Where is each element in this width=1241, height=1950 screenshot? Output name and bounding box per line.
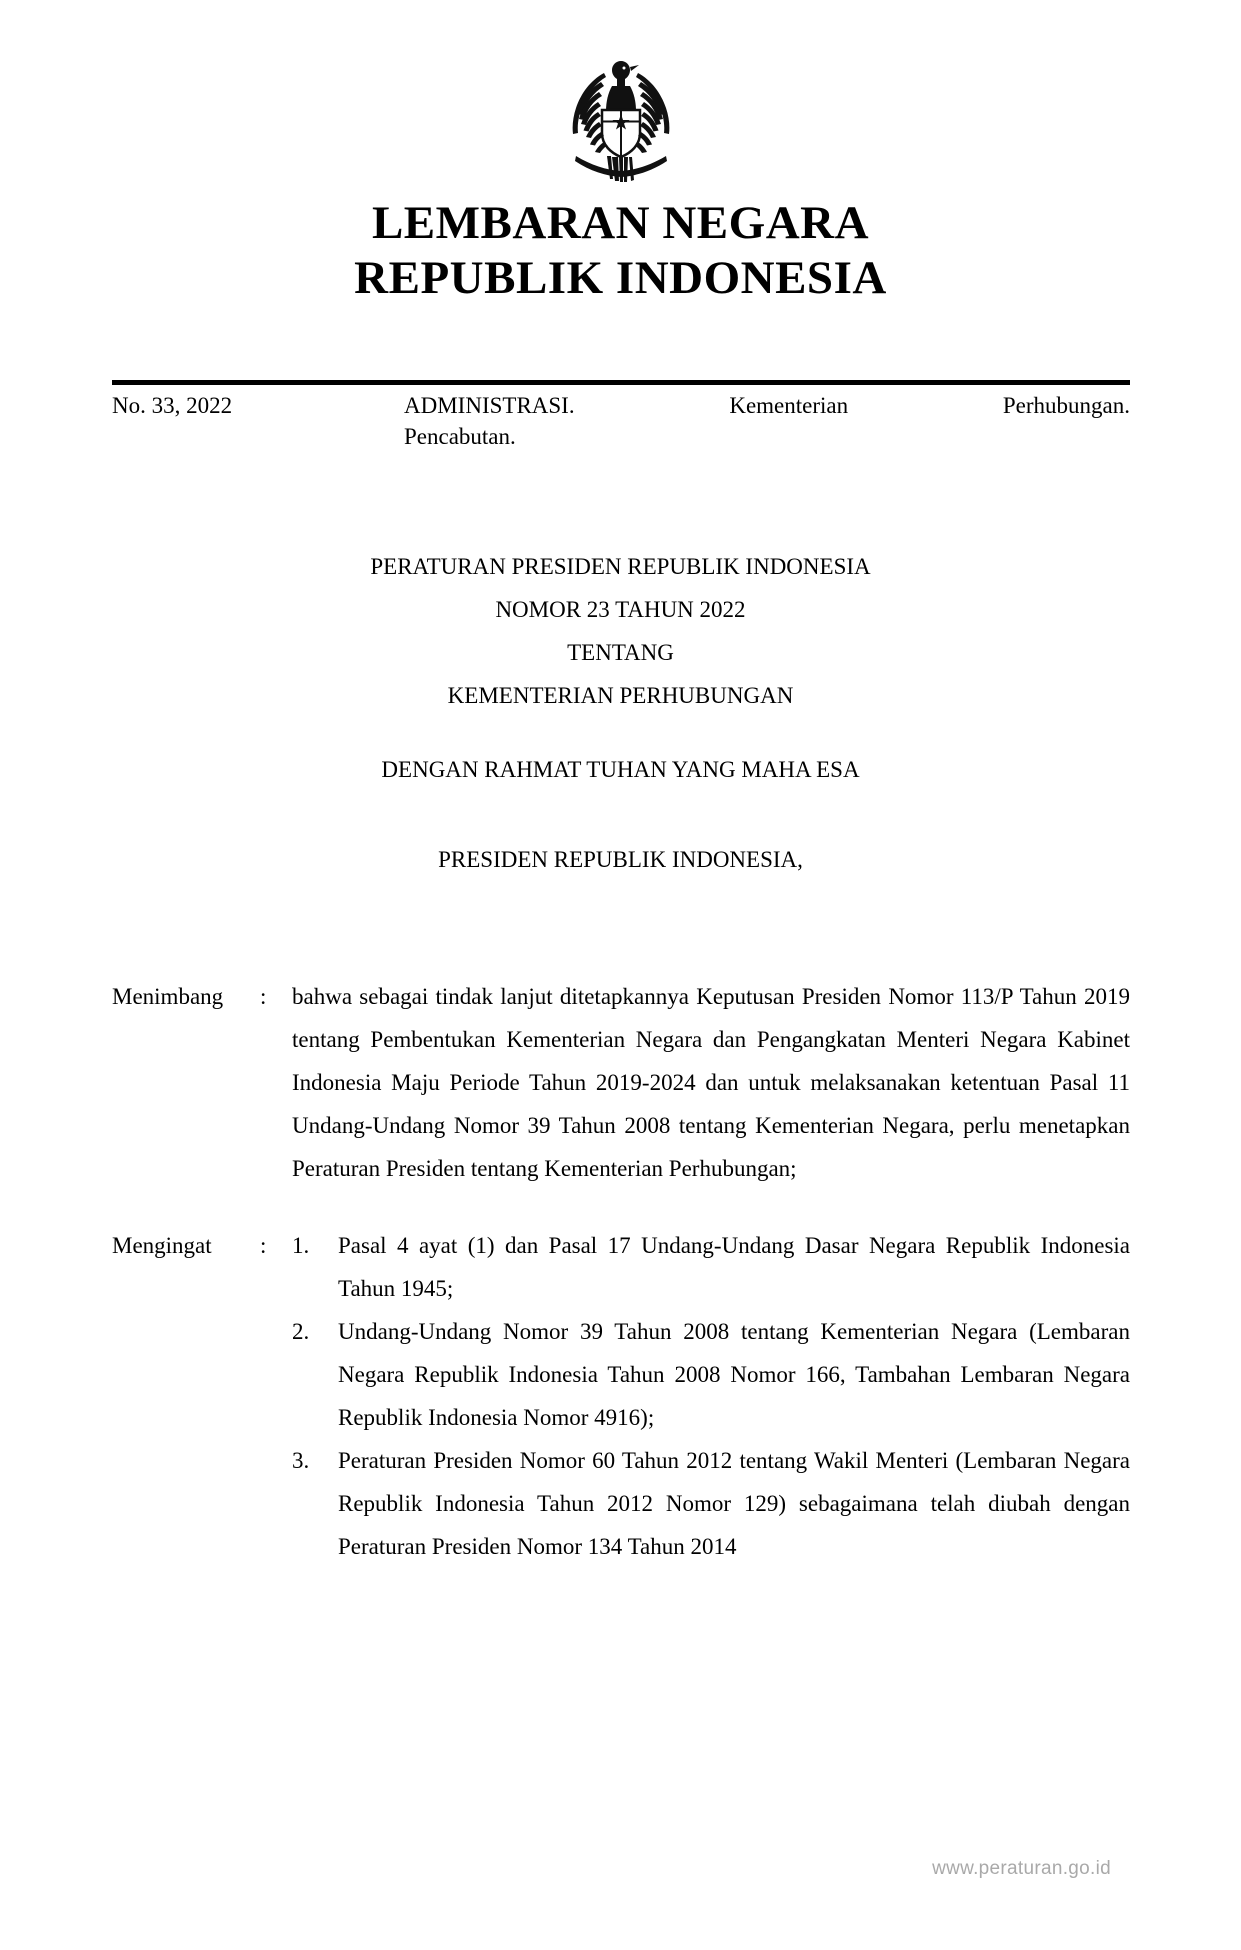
clause-list-mengingat [292, 1224, 1130, 1568]
list-item [292, 1439, 1130, 1568]
list-item [292, 1310, 1130, 1439]
garuda-pancasila-icon [556, 58, 686, 186]
masthead-line-1: LEMBARAN NEGARA [371, 197, 870, 249]
list-item-text: Pasal 4 ayat (1) dan Pasal 17 Undang-Undang Dasar Negara Republik Indonesia Tahun 1945; [338, 1233, 1130, 1301]
list-item-text: Undang-Undang Nomor 39 Tahun 2008 tentang Kementerian Negara (Lembaran Negara Republik Indonesia Tahun 2008 Nomor 166, Tambahan Lembaran Negara Republik Indonesia Nomor 4916); [338, 1319, 1130, 1430]
gazette-number: No. 33, 2022 [112, 393, 233, 418]
regulation-about-label: TENTANG [567, 640, 674, 665]
gazette-subject [404, 390, 1130, 452]
clause-text-menimbang: bahwa sebagai tindak lanjut ditetapkannya Keputusan Presiden Nomor 113/P Tahun 2019 tentang Pembentukan Kementerian Negara dan Pengangkatan Menteri Negara Kabinet Indonesia Maju Periode Tahun 2019-2024 dan untuk melaksanakan ketentuan Pasal 11 Undang-Undang Nomor 39 Tahun 2008 tentang Kementerian Negara, perlu menetapkan Peraturan Presiden tentang Kementerian Perhubungan; [292, 984, 1130, 1181]
gazette-header-row [112, 390, 1130, 452]
footer-watermark: www.peraturan.go.id [932, 1858, 1111, 1879]
clause-label-menimbang: Menimbang [112, 984, 224, 1009]
authority-line: PRESIDEN REPUBLIK INDONESIA, [438, 847, 803, 872]
clause-mengingat [112, 1224, 1130, 1568]
blessing-line: DENGAN RAHMAT TUHAN YANG MAHA ESA [381, 757, 860, 782]
clause-colon-menimbang: : [260, 984, 267, 1009]
list-item-marker: 1. [292, 1233, 310, 1258]
list-item-text: Peraturan Presiden Nomor 60 Tahun 2012 tentang Wakil Menteri (Lembaran Negara Republik Indonesia Tahun 2012 Nomor 129) sebagaimana telah diubah dengan Peraturan Presiden Nomor 134 Tahun 2014 [338, 1448, 1130, 1559]
list-item-marker: 2. [292, 1319, 310, 1344]
clause-colon-mengingat: : [260, 1233, 267, 1258]
clauses-container [112, 975, 1130, 1602]
regulation-number-line: NOMOR 23 TAHUN 2022 [495, 597, 746, 622]
clause-menimbang [112, 975, 1130, 1190]
mengingat-list [292, 1224, 1130, 1568]
masthead-line-2: REPUBLIK INDONESIA [354, 252, 887, 304]
masthead-title [0, 196, 1241, 306]
regulation-title-line-1: PERATURAN PRESIDEN REPUBLIK INDONESIA [370, 554, 871, 579]
gazette-subject-line-2: Pencabutan. [404, 424, 516, 449]
list-item [292, 1224, 1130, 1310]
header-divider [112, 380, 1130, 385]
regulation-subject-line: KEMENTERIAN PERHUBUNGAN [447, 683, 794, 708]
gazette-subject-line-1: ADMINISTRASI. Kementerian Perhubungan. [404, 393, 1130, 418]
clause-label-mengingat: Mengingat [112, 1233, 212, 1258]
regulation-title-block [0, 545, 1241, 717]
emblem-container [0, 58, 1241, 191]
list-item-marker: 3. [292, 1448, 310, 1473]
